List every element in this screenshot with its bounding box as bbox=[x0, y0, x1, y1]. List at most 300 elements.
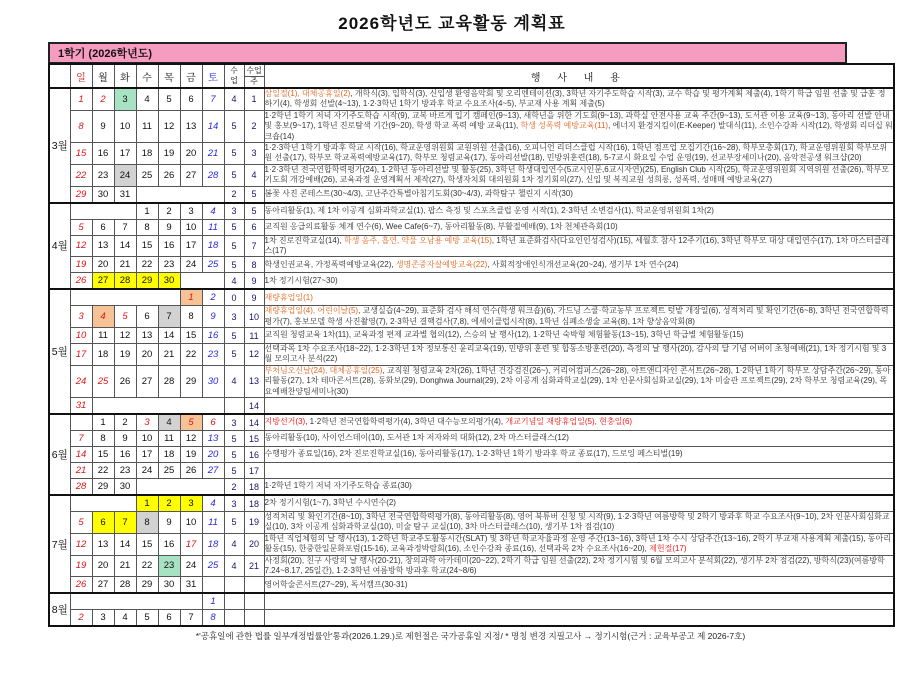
class-week-number: 16 bbox=[244, 447, 264, 463]
date-cell bbox=[202, 398, 224, 415]
week-row bbox=[49, 110, 894, 142]
date-cell: 6 bbox=[180, 88, 202, 110]
week-row bbox=[49, 164, 894, 186]
week-row bbox=[49, 88, 894, 110]
date-cell bbox=[180, 593, 202, 610]
date-cell: 16 bbox=[158, 235, 180, 257]
class-days-count: 3 bbox=[224, 414, 244, 431]
events-cell bbox=[264, 186, 894, 203]
date-cell: 9 bbox=[158, 219, 180, 235]
date-cell: 28 bbox=[202, 164, 224, 186]
class-week-number: 14 bbox=[244, 398, 264, 415]
date-cell: 22 bbox=[92, 463, 114, 479]
class-week-number: 5 bbox=[244, 186, 264, 203]
date-cell: 3 bbox=[136, 414, 158, 431]
events-cell bbox=[264, 203, 894, 220]
event-text: , 교직원 청렴교육 2차(26), 1학년 건강검진(26~), 커리어컴퍼스(26~28), 아트앤디자인 콘서트(26~28), 1·2학년 1학기 학부모 상담주간(26~29), 동아리활동(27), 1차 테마콘서트(28), 동화보(29), Donghwa Journal(29), 2차 이공계 심화과학교실(29), 1차 인문사회심화교실(29), 1차 미술관 프로젝트(29), 2차 학부모 청렴교육(29), 목요예배찬양팀세미나(30) bbox=[264, 365, 891, 396]
date-cell: 20 bbox=[92, 555, 114, 577]
date-cell: 4 bbox=[136, 88, 158, 110]
page-title: 2026학년도 교육활동 계획표 bbox=[338, 14, 566, 33]
class-days-count: 4 bbox=[224, 273, 244, 290]
date-cell: 29 bbox=[92, 479, 114, 496]
date-cell: 4 bbox=[158, 414, 180, 431]
date-cell: 20 bbox=[202, 447, 224, 463]
date-cell bbox=[202, 186, 224, 203]
week-row bbox=[49, 306, 894, 328]
date-cell: 3 bbox=[180, 203, 202, 220]
week-row bbox=[49, 398, 894, 415]
events-cell bbox=[264, 344, 894, 366]
date-cell: 20 bbox=[136, 344, 158, 366]
date-cell: 26 bbox=[114, 365, 136, 397]
date-cell: 19 bbox=[180, 447, 202, 463]
date-cell: 14 bbox=[158, 328, 180, 344]
date-cell: 14 bbox=[114, 533, 136, 555]
month-label: 3월 bbox=[49, 88, 70, 203]
date-cell: 19 bbox=[70, 555, 92, 577]
date-cell: 8 bbox=[136, 219, 158, 235]
class-days-count: 5 bbox=[224, 110, 244, 142]
date-cell: 20 bbox=[180, 142, 202, 164]
date-cell: 9 bbox=[202, 306, 224, 328]
class-days-count: 3 bbox=[224, 203, 244, 220]
date-cell bbox=[92, 495, 114, 512]
class-week-number: 8 bbox=[244, 257, 264, 273]
week-row bbox=[49, 479, 894, 496]
date-cell: 7 bbox=[70, 431, 92, 447]
date-cell: 8 bbox=[70, 110, 92, 142]
date-cell: 26 bbox=[180, 463, 202, 479]
date-cell: 4 bbox=[114, 610, 136, 627]
date-cell: 7 bbox=[114, 512, 136, 534]
date-cell: 3 bbox=[114, 88, 136, 110]
date-cell: 18 bbox=[202, 235, 224, 257]
date-cell bbox=[136, 593, 158, 610]
event-text: , 에너지 환경지킴이(E-Keeper) 발대식(11), 소인수강좌 시작(12), 학생회 리더십 워크숍(14) bbox=[264, 121, 893, 141]
class-week-number: 11 bbox=[244, 328, 264, 344]
date-cell: 17 bbox=[180, 235, 202, 257]
date-cell: 3 bbox=[180, 495, 202, 512]
events-cell bbox=[264, 463, 894, 479]
class-days-header-top: 수 bbox=[230, 66, 238, 76]
date-cell: 28 bbox=[114, 273, 136, 290]
events-cell bbox=[264, 533, 894, 555]
month-label: 5월 bbox=[49, 289, 70, 414]
month-label: 7월 bbox=[49, 495, 70, 593]
date-cell bbox=[136, 398, 158, 415]
date-cell: 22 bbox=[136, 257, 158, 273]
date-cell: 11 bbox=[136, 110, 158, 142]
date-cell: 31 bbox=[114, 186, 136, 203]
date-cell: 16 bbox=[158, 533, 180, 555]
date-cell: 26 bbox=[70, 273, 92, 290]
date-cell: 15 bbox=[136, 533, 158, 555]
event-text: 선택과목 1차 수요조사(18~22), 1·2·3학년 1차 정보통신 윤리교육(19), 민방위 훈련 및 합동소방훈련(20), 측정의 날 행사(20), 감사의 달 기념 어버이 초청예배(21), 1차 정기시험 및 3월 모의고사 분석(22) bbox=[264, 344, 887, 364]
month-label: 4월 bbox=[49, 203, 70, 290]
events-cell bbox=[264, 512, 894, 534]
weekday-sun: 일 bbox=[70, 64, 92, 88]
date-cell: 29 bbox=[70, 186, 92, 203]
date-cell: 5 bbox=[70, 512, 92, 534]
month-label: 8월 bbox=[49, 593, 70, 626]
date-cell: 18 bbox=[136, 142, 158, 164]
weekday-fri: 금 bbox=[180, 64, 202, 88]
date-cell: 28 bbox=[114, 577, 136, 594]
date-cell bbox=[158, 398, 180, 415]
class-week-number: 12 bbox=[244, 344, 264, 366]
date-cell: 6 bbox=[92, 219, 114, 235]
date-cell: 31 bbox=[70, 398, 92, 415]
event-text: 지방선거(3) bbox=[264, 417, 306, 427]
date-cell: 22 bbox=[136, 555, 158, 577]
date-cell bbox=[202, 577, 224, 594]
class-week-number: 18 bbox=[244, 479, 264, 496]
event-text: 교직원 청렴교육 1차(11), 교육과정 편제 교과별 협의(12), 스승의 날 행사(12), 1·2학년 숙박형 체험활동(13~15), 3학년 학급별 체험활동(15) bbox=[264, 330, 744, 340]
event-text: 학생 음주, 흡연, 약물 오남용 예방 교육(15) bbox=[343, 235, 492, 245]
event-text: 재량휴업일(1) bbox=[264, 292, 313, 302]
class-week-header-top: 수업 bbox=[246, 65, 262, 75]
date-cell: 5 bbox=[70, 219, 92, 235]
week-row bbox=[49, 555, 894, 577]
class-week-number: 13 bbox=[244, 365, 264, 397]
date-cell: 4 bbox=[202, 203, 224, 220]
events-cell bbox=[264, 479, 894, 496]
date-cell: 18 bbox=[92, 344, 114, 366]
event-text: , 1·2학년 전국연합학력평가(4), 3학년 대수능모의평가(4), bbox=[305, 417, 506, 427]
class-days-count: 3 bbox=[224, 495, 244, 512]
class-days-header-bottom: 업 bbox=[230, 76, 238, 85]
date-cell: 13 bbox=[202, 431, 224, 447]
date-cell: 6 bbox=[92, 512, 114, 534]
date-cell bbox=[136, 289, 158, 306]
date-cell: 23 bbox=[92, 164, 114, 186]
weekday-sat: 토 bbox=[202, 64, 224, 88]
week-row bbox=[49, 186, 894, 203]
date-cell: 14 bbox=[202, 110, 224, 142]
date-cell: 25 bbox=[202, 257, 224, 273]
event-text: 동아리활동(10), 사이언스데이(10), 도서관 1차 저자와의 대화(12), 2차 마스터클래스(12) bbox=[264, 433, 569, 443]
class-days-count bbox=[224, 610, 244, 627]
date-cell bbox=[92, 203, 114, 220]
date-cell: 24 bbox=[70, 365, 92, 397]
date-cell bbox=[92, 289, 114, 306]
date-cell: 30 bbox=[92, 186, 114, 203]
date-cell: 30 bbox=[158, 577, 180, 594]
date-cell bbox=[70, 414, 92, 431]
date-cell: 17 bbox=[114, 142, 136, 164]
date-cell bbox=[180, 398, 202, 415]
date-cell: 26 bbox=[70, 577, 92, 594]
event-text: , 사회적장애인식개선교육(20~24), 생기부 1차 연수(24) bbox=[487, 259, 679, 269]
date-cell: 12 bbox=[114, 328, 136, 344]
event-text: 재량휴업일(4), 어린이날(5) bbox=[264, 306, 359, 316]
date-cell: 25 bbox=[92, 365, 114, 397]
events-cell bbox=[264, 447, 894, 463]
week-row bbox=[49, 495, 894, 512]
class-days-count: 4 bbox=[224, 533, 244, 555]
class-days-count bbox=[224, 398, 244, 415]
date-cell: 16 bbox=[92, 142, 114, 164]
date-cell: 16 bbox=[202, 328, 224, 344]
date-cell bbox=[70, 203, 92, 220]
date-cell bbox=[158, 289, 180, 306]
week-row bbox=[49, 257, 894, 273]
events-cell bbox=[264, 257, 894, 273]
class-days-count: 5 bbox=[224, 447, 244, 463]
date-cell: 12 bbox=[70, 235, 92, 257]
class-week-number: 6 bbox=[244, 219, 264, 235]
date-cell: 9 bbox=[158, 512, 180, 534]
class-days-count: 5 bbox=[224, 344, 244, 366]
class-week-number: 14 bbox=[244, 414, 264, 431]
date-cell: 1 bbox=[180, 289, 202, 306]
class-week-number: 15 bbox=[244, 431, 264, 447]
event-text: 교직원 응급의료활동 체계 연수(6), Wee Cafe(6~7), 동아리활동(8), 부활절예배(9), 1차 천체관측회(10) bbox=[264, 221, 618, 231]
date-cell: 8 bbox=[136, 512, 158, 534]
date-cell: 2 bbox=[158, 495, 180, 512]
date-cell: 19 bbox=[158, 142, 180, 164]
event-text: 동아리활동(1), 제 1차 이공계 심화과학교실(1), 팝스 측정 및 스포츠클럽 운영 시작(1), 2·3학년 소변검사(1), 학교운영위원회 1차(2) bbox=[264, 205, 714, 215]
class-days-count: 5 bbox=[224, 463, 244, 479]
date-cell bbox=[114, 495, 136, 512]
events-cell bbox=[264, 577, 894, 594]
event-text: 제헌절(17) bbox=[649, 544, 687, 554]
date-cell bbox=[114, 203, 136, 220]
date-cell: 10 bbox=[136, 431, 158, 447]
date-cell: 6 bbox=[202, 414, 224, 431]
event-text: , 1학년 표준화검사(다요인인성검사)(15), 세월호 참사 12주기(16), 3학년 학부모 대상 대입연수(17), 1차 마스터클래스(17) bbox=[264, 235, 890, 255]
date-cell: 14 bbox=[114, 235, 136, 257]
date-cell: 28 bbox=[70, 479, 92, 496]
event-text: 1·2·3학년 1학기 방과후 학교 시작(16), 학교운영위원회 교원위원 선출(16), 오피니언 리더스클럽 시작(16), 1학년 점프업 모집기간(16~28), 학부모총회(17), 학교운영위원회 학부모위원 선출(17), 학부모 학교폭력예방교육(17), 학부모 청렴교육(17), 동아리선발(18), 민방위훈련(18), 5-7교시 화요일 수업 운영(19), 선교부장세미나(20), 음악전공생 워크샵(20) bbox=[264, 142, 888, 163]
week-row bbox=[49, 142, 894, 164]
class-days-count: 4 bbox=[224, 555, 244, 577]
date-cell: 2 bbox=[158, 203, 180, 220]
date-cell: 25 bbox=[136, 164, 158, 186]
date-cell: 21 bbox=[158, 344, 180, 366]
date-cell: 12 bbox=[70, 533, 92, 555]
footnote: *'공휴일에 관한 법률 일부개정법률안'통과(2026.1.29.)로 제헌절은 국가공휴일 지정/ * 명칭 변경 지필고사 → 정기시험(근거 : 교육부공고 제 2026-7호) bbox=[195, 631, 746, 642]
date-cell: 27 bbox=[180, 164, 202, 186]
class-week-number: 9 bbox=[244, 289, 264, 306]
date-cell: 5 bbox=[180, 414, 202, 431]
date-cell: 12 bbox=[180, 431, 202, 447]
date-cell: 5 bbox=[114, 306, 136, 328]
date-cell: 29 bbox=[136, 577, 158, 594]
date-cell bbox=[70, 289, 92, 306]
class-week-number: 7 bbox=[244, 235, 264, 257]
week-row bbox=[49, 533, 894, 555]
date-cell: 22 bbox=[180, 344, 202, 366]
date-cell bbox=[114, 289, 136, 306]
date-cell: 10 bbox=[70, 328, 92, 344]
events-cell bbox=[264, 555, 894, 577]
date-cell: 14 bbox=[70, 447, 92, 463]
event-text: , 교생실습(4~29), 표준화 검사 해석 연수(학생 워크숍)(6), 가드닝 스쿨·학교농부 프로젝트 텃밭 개장일(6), 성적처리 및 확인기간(6~8), 3학년 전국연합학력평가(7), 홍보모델 학생 사진촬영(7), 2·3학년 결핵검사(7,8), 에세이클럽시작(8), 1학년 심폐소생술 교육(8), 1차 향상음악회(8) bbox=[264, 306, 889, 326]
week-row bbox=[49, 328, 894, 344]
date-cell: 26 bbox=[158, 164, 180, 186]
events-cell bbox=[264, 495, 894, 512]
date-cell: 7 bbox=[180, 610, 202, 627]
weekday-wed: 수 bbox=[136, 64, 158, 88]
date-cell: 24 bbox=[136, 463, 158, 479]
events-cell bbox=[264, 88, 894, 110]
date-cell: 27 bbox=[92, 577, 114, 594]
date-cell: 17 bbox=[70, 344, 92, 366]
week-row bbox=[49, 577, 894, 594]
date-cell: 21 bbox=[70, 463, 92, 479]
date-cell: 18 bbox=[158, 447, 180, 463]
date-cell: 13 bbox=[180, 110, 202, 142]
class-days-count: 5 bbox=[224, 235, 244, 257]
class-week-number bbox=[244, 593, 264, 610]
class-days-count: 2 bbox=[224, 479, 244, 496]
events-cell bbox=[264, 431, 894, 447]
week-row bbox=[49, 610, 894, 627]
class-week-number: 2 bbox=[244, 110, 264, 142]
class-days-count bbox=[224, 593, 244, 610]
class-days-count: 5 bbox=[224, 164, 244, 186]
event-text: 1차 진로진학교실(14), bbox=[264, 235, 344, 245]
class-week-number: 20 bbox=[244, 533, 264, 555]
event-text: 1·2·3학년 전국연합학력평가(24), 1·2학년 동아리선발 및 활동(25), 3학년 학생대입연수(5교시인문,6교시자연)(25), English Club 시작(25), 학교운영위원회 지역위원 선출(26), 학부모기도회 개강예배(26), 교육과정 운영계획서 제작(27), 학생자치회 대의원회 1차 정기회의(27), 신입 및 복직교원 성희롱, 성폭력, 성매매 예방교육(27) bbox=[264, 164, 889, 185]
date-cell: 1 bbox=[70, 88, 92, 110]
date-cell: 20 bbox=[92, 257, 114, 273]
date-cell: 19 bbox=[70, 257, 92, 273]
events-cell bbox=[264, 289, 894, 306]
date-cell: 21 bbox=[202, 142, 224, 164]
date-cell: 13 bbox=[136, 328, 158, 344]
date-cell bbox=[158, 479, 180, 496]
class-week-number: 10 bbox=[244, 306, 264, 328]
events-cell bbox=[264, 414, 894, 431]
date-cell bbox=[114, 593, 136, 610]
weekday-header-row bbox=[49, 64, 894, 88]
class-days-count: 5 bbox=[224, 142, 244, 164]
class-week-number: 19 bbox=[244, 512, 264, 534]
date-cell bbox=[158, 593, 180, 610]
class-week-number: 9 bbox=[244, 273, 264, 290]
date-cell bbox=[180, 479, 202, 496]
event-text: 영어학술콘서트(27~29), 독서캠프(30-31) bbox=[264, 579, 408, 589]
date-cell: 2 bbox=[114, 414, 136, 431]
class-week-number bbox=[244, 610, 264, 627]
class-days-count: 5 bbox=[224, 512, 244, 534]
class-days-count: 5 bbox=[224, 219, 244, 235]
date-cell bbox=[70, 593, 92, 610]
date-cell: 17 bbox=[180, 533, 202, 555]
event-text: 삼일절(1), 대체공휴일(2) bbox=[264, 89, 351, 98]
date-cell: 11 bbox=[202, 512, 224, 534]
weekday-tue: 화 bbox=[114, 64, 136, 88]
event-text: 1·2학년 1학기 저녁 자기주도학습 종료(30) bbox=[264, 481, 412, 491]
class-days-count: 5 bbox=[224, 328, 244, 344]
date-cell: 25 bbox=[202, 555, 224, 577]
events-cell bbox=[264, 235, 894, 257]
date-cell: 30 bbox=[202, 365, 224, 397]
class-week-number: 3 bbox=[244, 142, 264, 164]
week-row bbox=[49, 431, 894, 447]
class-week-number: 4 bbox=[244, 164, 264, 186]
date-cell bbox=[92, 398, 114, 415]
date-cell: 13 bbox=[92, 533, 114, 555]
class-days-count: 3 bbox=[224, 306, 244, 328]
date-cell: 15 bbox=[70, 142, 92, 164]
week-row bbox=[49, 289, 894, 306]
week-row bbox=[49, 447, 894, 463]
class-week-number: 17 bbox=[244, 463, 264, 479]
events-cell bbox=[264, 219, 894, 235]
date-cell: 19 bbox=[114, 344, 136, 366]
date-cell: 4 bbox=[92, 306, 114, 328]
weekday-thu: 목 bbox=[158, 64, 180, 88]
events-cell bbox=[264, 610, 894, 627]
date-cell bbox=[136, 479, 158, 496]
class-week-number: 5 bbox=[244, 203, 264, 220]
date-cell: 27 bbox=[92, 273, 114, 290]
date-cell: 18 bbox=[202, 533, 224, 555]
date-cell: 11 bbox=[202, 219, 224, 235]
date-cell: 2 bbox=[70, 610, 92, 627]
date-cell: 7 bbox=[202, 88, 224, 110]
class-week-number: 1 bbox=[244, 88, 264, 110]
event-text: 학생인권교육, 가정폭력예방교육(22), bbox=[264, 259, 396, 269]
date-cell: 7 bbox=[158, 306, 180, 328]
date-cell: 1 bbox=[136, 203, 158, 220]
date-cell: 23 bbox=[158, 555, 180, 577]
event-text: 1·2학년 1학기 저녁 자기주도학습 시작(9), 교복 바르게 입기 캠페인(9~13), 새학년을 위한 기도회(9~13), 과학실 안전사용 교육 주간(9~13), 도서관 이용 교육(9~13), 동아리 선발 안내 및 홍보(9~17), 1학년 진로탐색 기간(9~20), 학생 학교 폭력 예방 교육(11), bbox=[264, 110, 890, 131]
event-text: 성적처리 및 확인기간(8~10), 3학년 전국연합학력평가(8), 동아리활동(8), 영어 북튜버 신청 및 시작(9), 1·2·3학년 여름방학 및 2학기 방과후 학교 수요조사(9~10), 2차 인문사회심화교실(10), 3차 이공계 심화과학교실(10), 미술 탐구 교실(10), 3차 마스터클래스(10), 생기부 1차 점검(10) bbox=[264, 512, 890, 532]
calendar-table bbox=[48, 63, 895, 627]
events-cell bbox=[264, 593, 894, 610]
week-row bbox=[49, 365, 894, 397]
event-text: 부처님오신날(24), 대체공휴일(25) bbox=[264, 365, 383, 375]
date-cell: 25 bbox=[158, 463, 180, 479]
date-cell: 3 bbox=[92, 610, 114, 627]
date-cell: 8 bbox=[180, 306, 202, 328]
date-cell: 21 bbox=[114, 257, 136, 273]
date-cell: 9 bbox=[114, 431, 136, 447]
event-text: 사정회(20), 친구 사랑의 날 행사(20-21), 창의과학 아카데미(20~22), 2학기 학급 임원 선출(22), 2차 정기시험 및 6월 모의고사 분석회(22), 생기부 2차 점검(22), 방학식(23)(여름방학 7.24~8.17, 25일간), 1·2·3학년 여름방학 방과후 학교(24~8/6) bbox=[264, 555, 885, 575]
date-cell bbox=[136, 186, 158, 203]
date-cell: 31 bbox=[180, 577, 202, 594]
events-cell bbox=[264, 306, 894, 328]
date-cell bbox=[92, 593, 114, 610]
date-cell: 16 bbox=[114, 447, 136, 463]
events-cell bbox=[264, 142, 894, 164]
week-row bbox=[49, 344, 894, 366]
date-cell: 8 bbox=[202, 610, 224, 627]
date-cell: 2 bbox=[202, 289, 224, 306]
class-week-number: 21 bbox=[244, 555, 264, 577]
week-row bbox=[49, 235, 894, 257]
event-text: 수행평가 종료일(16), 2차 진로진학교실(16), 동아리활동(17), 1·2·3학년 1학기 방과후 학교 종료(17), 드로잉 페스티벌(19) bbox=[264, 449, 683, 459]
date-cell: 1 bbox=[92, 414, 114, 431]
event-text: 개교기념일 재량휴업일(5), 현충일(6) bbox=[505, 417, 633, 427]
date-cell bbox=[180, 186, 202, 203]
date-cell: 11 bbox=[158, 431, 180, 447]
date-cell: 13 bbox=[92, 235, 114, 257]
weekday-mon: 월 bbox=[92, 64, 114, 88]
date-cell: 6 bbox=[158, 610, 180, 627]
date-cell: 30 bbox=[158, 273, 180, 290]
event-text: , 개학식(3), 입학식(3), 신입생 환영음악회 및 오리엔테이션(3), 3학년 자기주도학습 시작(3), 교수 학습 및 평가계획 제출(4), 1학기 학급 임원 선출 및 급훈 정하기(4), 학생회 선발(4~13), 1·2·3학년 1학기 방과후 학교 수요조사(4~5), 부교재 사용 계획 제출(5) bbox=[264, 89, 886, 109]
date-cell: 10 bbox=[180, 512, 202, 534]
week-row bbox=[49, 463, 894, 479]
date-cell: 23 bbox=[158, 257, 180, 273]
date-cell: 24 bbox=[114, 164, 136, 186]
date-cell: 9 bbox=[92, 110, 114, 142]
